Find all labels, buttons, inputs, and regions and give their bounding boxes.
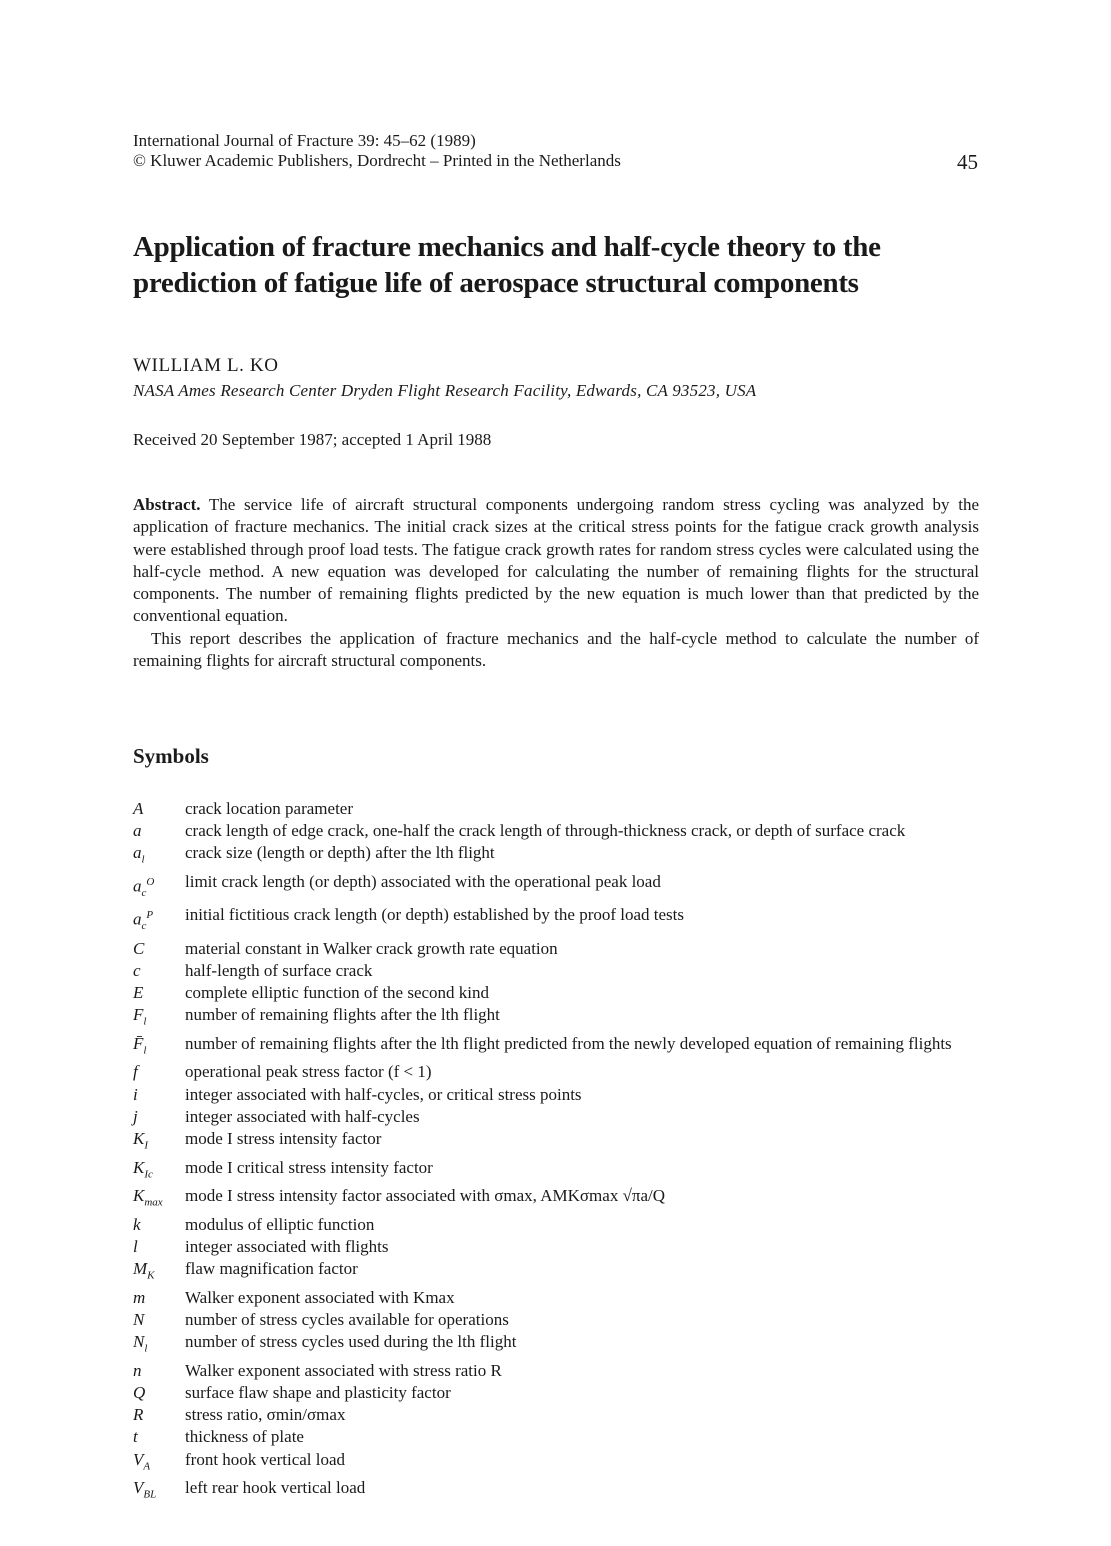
journal-citation: International Journal of Fracture 39: 45–62 (1989) (133, 131, 476, 150)
symbol-row (133, 1214, 979, 1236)
symbol-key: $K_{max}$ (133, 1186, 163, 1209)
symbol-key: $V_{BL}$ (133, 1478, 157, 1501)
symbol-description: number of remaining flights after the lth flight (185, 1005, 500, 1025)
symbol-key: n (133, 1360, 142, 1380)
symbols-list (133, 798, 979, 1506)
symbol-row (133, 1309, 979, 1331)
abstract-paragraph (133, 494, 979, 628)
paper-title: Application of fracture mechanics and half-cycle theory to the prediction of fatigue life of aerospace structural components (133, 231, 881, 299)
symbol-row (133, 1404, 979, 1426)
symbol-description: complete elliptic function of the second kind (185, 982, 490, 1002)
abstract-text: The service life of aircraft structural components undergoing random stress cycling was analyzed by the application of fracture mechanics. The initial crack sizes at the critical stress points for the fatigue crack growth analysis were established through proof load tests. The fatigue crack growth rates for random stress cycles were calculated using the half-cycle method. A new equation was developed for calculating the number of remaining flights for the structural components. The number of remaining flights predicted by the new equation is much lower than that predicted by the conventional equation. (133, 495, 979, 626)
symbol-key: R (133, 1405, 144, 1425)
symbol-key: N (133, 1309, 145, 1329)
received-dates: Received 20 September 1987; accepted 1 April 1988 (133, 430, 492, 449)
symbol-key: A (133, 799, 144, 818)
symbol-row (133, 1157, 979, 1186)
symbol-row (133, 1033, 979, 1062)
symbol-row (133, 1185, 979, 1214)
symbol-row (133, 1287, 979, 1309)
symbol-description: crack size (length or depth) after the lth flight (185, 843, 495, 863)
symbol-description: crack location parameter (185, 799, 354, 818)
symbol-row (133, 871, 979, 904)
symbol-key: j (133, 1106, 138, 1126)
symbol-key: $M_K$ (133, 1259, 155, 1282)
symbol-row (133, 1236, 979, 1258)
symbol-description: limit crack length (or depth) associated with the operational peak load (185, 872, 661, 891)
symbol-row (133, 1106, 979, 1128)
symbol-row (133, 798, 979, 820)
symbol-description: thickness of plate (185, 1427, 304, 1447)
symbol-key: $K_{Ic}$ (133, 1157, 153, 1180)
symbol-row (133, 1382, 979, 1404)
symbol-key: $V_A$ (133, 1449, 151, 1472)
symbol-key: k (133, 1214, 141, 1234)
symbol-key: l (133, 1236, 138, 1256)
symbol-key: $K_I$ (133, 1128, 149, 1152)
symbol-row (133, 1360, 979, 1382)
symbol-row (133, 820, 979, 842)
symbol-key: c (133, 960, 141, 980)
symbol-key: $a_c^O$ (133, 876, 155, 900)
symbol-key: t (133, 1427, 138, 1447)
symbol-row (133, 842, 979, 871)
page-number: 45 (957, 150, 978, 174)
symbol-row (133, 982, 979, 1004)
symbol-row (133, 1004, 979, 1033)
symbol-key: i (133, 1084, 138, 1104)
symbol-key: E (133, 982, 144, 1002)
symbol-row (133, 1258, 979, 1287)
symbol-key: Q (133, 1382, 146, 1402)
symbol-description: left rear hook vertical load (185, 1478, 366, 1498)
symbol-description: initial fictitious crack length (or depth) established by the proof load tests (185, 905, 685, 925)
symbol-description: operational peak stress factor (f < 1) (185, 1062, 432, 1082)
symbol-row (133, 938, 979, 960)
symbol-description: integer associated with half-cycles, or critical stress points (185, 1084, 582, 1104)
symbol-description: Walker exponent associated with Kmax (185, 1287, 455, 1307)
symbol-description: stress ratio, σmin/σmax (185, 1405, 346, 1425)
symbol-description: integer associated with flights (185, 1236, 389, 1256)
symbol-row (133, 1128, 979, 1157)
journal-header (133, 131, 978, 174)
symbol-description: mode I critical stress intensity factor (185, 1157, 433, 1177)
symbol-row (133, 904, 979, 937)
abstract (133, 494, 979, 672)
symbol-description: crack length of edge crack, one-half the crack length of through-thickness crack, or depth of surface crack (185, 821, 906, 841)
symbol-description: flaw magnification factor (185, 1259, 358, 1279)
symbol-row (133, 1426, 979, 1448)
symbol-description: half-length of surface crack (185, 960, 373, 980)
symbol-description: front hook vertical load (185, 1449, 346, 1469)
symbol-key: $F̄_l$ (133, 1033, 147, 1057)
symbol-row (133, 1061, 979, 1083)
symbol-row (133, 1477, 979, 1506)
symbol-description: modulus of elliptic function (185, 1214, 375, 1234)
symbol-description: material constant in Walker crack growth rate equation (185, 938, 558, 958)
abstract-label: Abstract. (133, 495, 201, 514)
abstract-paragraph-2: This report describes the application of fracture mechanics and the half-cycle method to calculate the number of remaining flights for aircraft structural components. (133, 628, 979, 671)
symbol-description: mode I stress intensity factor associated with σmax, AMKσmax √πa/Q (185, 1186, 666, 1206)
symbol-description: number of stress cycles available for operations (185, 1309, 509, 1329)
symbol-description: Walker exponent associated with stress ratio R (185, 1360, 502, 1380)
symbol-key: m (133, 1287, 146, 1307)
symbol-key: a (133, 821, 142, 841)
symbol-description: surface flaw shape and plasticity factor (185, 1382, 451, 1402)
symbol-description: mode I stress intensity factor (185, 1128, 382, 1148)
symbol-key: $F_l$ (133, 1005, 147, 1028)
symbol-key: f (133, 1062, 138, 1082)
symbol-row (133, 1084, 979, 1106)
symbol-row (133, 1331, 979, 1360)
symbol-key: $a_c^P$ (133, 909, 154, 933)
publisher-line: © Kluwer Academic Publishers, Dordrecht – Printed in the Netherlands (133, 151, 621, 170)
symbol-row (133, 960, 979, 982)
symbol-description: integer associated with half-cycles (185, 1106, 420, 1126)
symbol-row (133, 1449, 979, 1478)
symbol-key: $a_l$ (133, 843, 145, 866)
symbols-heading: Symbols (133, 744, 209, 768)
author-affiliation: NASA Ames Research Center Dryden Flight Research Facility, Edwards, CA 93523, USA (133, 381, 757, 400)
symbol-key: $N_l$ (133, 1332, 148, 1355)
symbol-description: number of remaining flights after the lth flight predicted from the newly developed equation of remaining flights (185, 1033, 952, 1053)
symbol-description: number of stress cycles used during the lth flight (185, 1332, 517, 1352)
author-name: WILLIAM L. KO (133, 355, 279, 376)
symbol-key: C (133, 938, 145, 958)
